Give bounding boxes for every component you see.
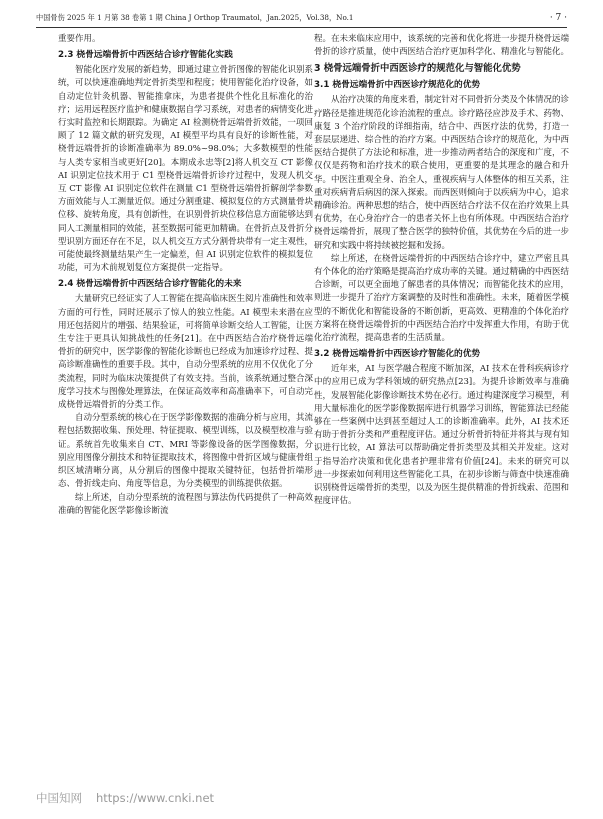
right-column <box>314 33 569 773</box>
paragraph: 近年来，AI 与医学融合程度不断加深，AI 技术在骨科疾病诊疗中的应用已成为学科领域的研究热点[23]。为提升诊断效率与准确性，发展智能化影像诊断技术势在必行。通过构建深度学习模型，利用大量标准化的医学影像数据库进行机器学习训练，智能算法已经能够在一些案例中达到甚至超过人工的诊断准确率。此外，AI 技术还有助于骨折分类和严重程度评估。通过分析骨折特征并将其与现有知识进行比较，AI 算法可以帮助确定骨折类型及其相关并发症。这对于指导治疗决策和优化患者护理非常有价值[24]。未来的研究可以进一步探索如何利用这些智能化工具，在初步诊断与筛查中快速准确识别桡骨远端骨折的类型，以及为医生提供精准的骨折线索、范围和程度评估。 <box>314 364 569 507</box>
header-rule <box>36 27 567 28</box>
watermark-url: https://www.cnki.net <box>96 791 215 805</box>
paragraph: 综上所述，在桡骨远端骨折的中西医结合诊疗中，建立严密且具有个体化的治疗策略是提高治疗成功率的关键。通过精确的中西医结合诊断，可以更全面地了解患者的具体情况；而智能化技术的应用，则进一步提升了治疗方案调整的及时性和准确性。未来，随着医学模型的不断优化和智能设备的不断创新，更高效、更精准的个体化治疗方案将在桡骨远端骨折的中西医结合治疗中发挥重大作用，有助于优化治疗流程，提高患者的生活质量。 <box>314 253 569 344</box>
paragraph: 程。在未来临床应用中，该系统的完善和优化将进一步提升桡骨远端骨折的诊疗质量，使中西医结合治疗更加科学化、精准化与智能化。 <box>314 34 569 58</box>
left-column <box>58 33 313 773</box>
section-heading: 2.3 桡骨远端骨折中西医结合诊疗智能化实践 <box>58 50 233 61</box>
page-number: · 7 · <box>549 13 567 23</box>
paragraph: 从治疗决策的角度来看，制定针对不同骨折分类及个体情况的诊疗路径是推进规范化诊治流程的重点。诊疗路径应涉及手术、药物、康复 3 个治疗阶段的详细指南，结合中、西医疗法的优势，打造一套层层递进、综合性的治疗方案。中西医结合诊疗的规范化，为中西医结合提供了方法论和标准，进一步推动两者结合的深度和广度，不仅仅是药物和治疗技术的联合使用，更重要的是其理念的融合和升华。中医注重观全身、治全人，重视疾病与人体整体的相互关系，注重对疾病背后病因的深入探索。而西医则倾向于以疾病为中心，追求精确诊治。两种思想的结合，使中西医结合疗法不仅在治疗效果上具有优势，在心身治疗合一的患者关怀上也有所体现。中西医结合治疗桡骨远端骨折，展现了整合医学的独特价值，其优势在今后的进一步研究和实践中将持续被挖掘和发扬。 <box>314 95 569 251</box>
journal-citation: 中国骨伤 2025 年 1 月第 38 卷第 1 期 China J Orthop Traumatol，Jan.2025，Vol.38，No.1 <box>36 13 354 22</box>
paragraph: 综上所述，自动分型系统的流程图与算法伪代码提供了一种高效准确的智能化医学影像诊断流 <box>58 492 313 516</box>
section-heading: 3 桡骨远端骨折中西医诊疗的规范化与智能化优势 <box>314 63 521 75</box>
running-header <box>36 10 567 26</box>
paragraph: 重要作用。 <box>58 34 101 44</box>
paragraph: 自动分型系统的核心在于医学影像数据的准确分析与应用，其流程包括数据收集、预处理、特征提取、模型训练，以及模型校准与验证。系统首先收集来自 CT、MRI 等影像设备的医学图像数据，分别应用图像分割技术和特征提取技术，将图像中骨折区域与健康骨组织区域清晰分离，从分割后的图像中提取关键特征，包括骨折端形态、骨折线走向、角度等信息，为分类模型的训练提供依据。 <box>58 413 313 490</box>
paragraph: 大量研究已经证实了人工智能在提高临床医生阅片准确性和效率方面的可行性，同时还展示了惊人的独立性能。AI 模型未来潜在应用还包括阅片的增强、结果验证，可将简单诊断交给人工智能，让医生专注于更具认知挑战性的任务[21]。在中西医结合治疗桡骨远端骨折的研究中，医学影像的智能化诊断也已经成为加速诊疗过程、提高诊断准确性的重要手段。其中，自动分型系统的应用不仅优化了分类流程，同时为临床决策提供了有效支持。当前，该系统通过整合深度学习技术与图像处理算法，在保证高效率和高准确率下，可自动完成桡骨远端骨折的分类工作。 <box>58 294 313 411</box>
paragraph: 智能化医疗发展的新趋势，即通过建立骨折图像的智能化识别系统，可以快速准确地判定骨折类型和程度；使用智能化治疗设备，如自动定位针灸机器、智能推拿床，为患者提供个性化且标准化的治疗；运用远程医疗监护和健康数据自学习系统，对患者的病情变化进行实时监控和长期跟踪。为确定 AI 检测桡骨远端骨折效能，一项回顾了 12 篇文献的研究发现，AI 模型平均具有良好的诊断性能，对桡骨远端骨折的诊断准确率为 89.0%~98.0%；大多数模型的性能与人类专家相当或更好[20]。本期成永忠等[2]将人机交互 CT 影像 AI 识别定位技术用于 C1 型桡骨远端骨折诊疗过程中，发现人机交互 CT 影像 AI 识别定位软件在测量 C1 型桡骨远端骨折解剖学参数方面效能与人工测量近似。通过分割重建、模拟复位的方式测量骨块位移、旋转角度，具有创新性，在识别骨折块位移信息方面能够达到同人工测量相同的效能，甚至数据可能更加精确。在骨折点及骨折分型识别方面还存在不足，以人机交互方式分割骨块带有一定主观性，可能使最终测量结果产生一定偏差，但 AI 识别定位软件的模拟复位功能，可为术前规划复位方案提供一定指导。 <box>58 65 313 274</box>
cnki-watermark <box>36 790 214 806</box>
watermark-brand: 中国知网 <box>36 791 82 805</box>
section-heading: 3.1 桡骨远端骨折中西医诊疗规范化的优势 <box>314 80 481 91</box>
section-heading: 2.4 桡骨远端骨折中西医结合诊疗智能化的未来 <box>58 279 242 290</box>
section-heading: 3.2 桡骨远端骨折中西医诊疗智能化的优势 <box>314 349 481 360</box>
